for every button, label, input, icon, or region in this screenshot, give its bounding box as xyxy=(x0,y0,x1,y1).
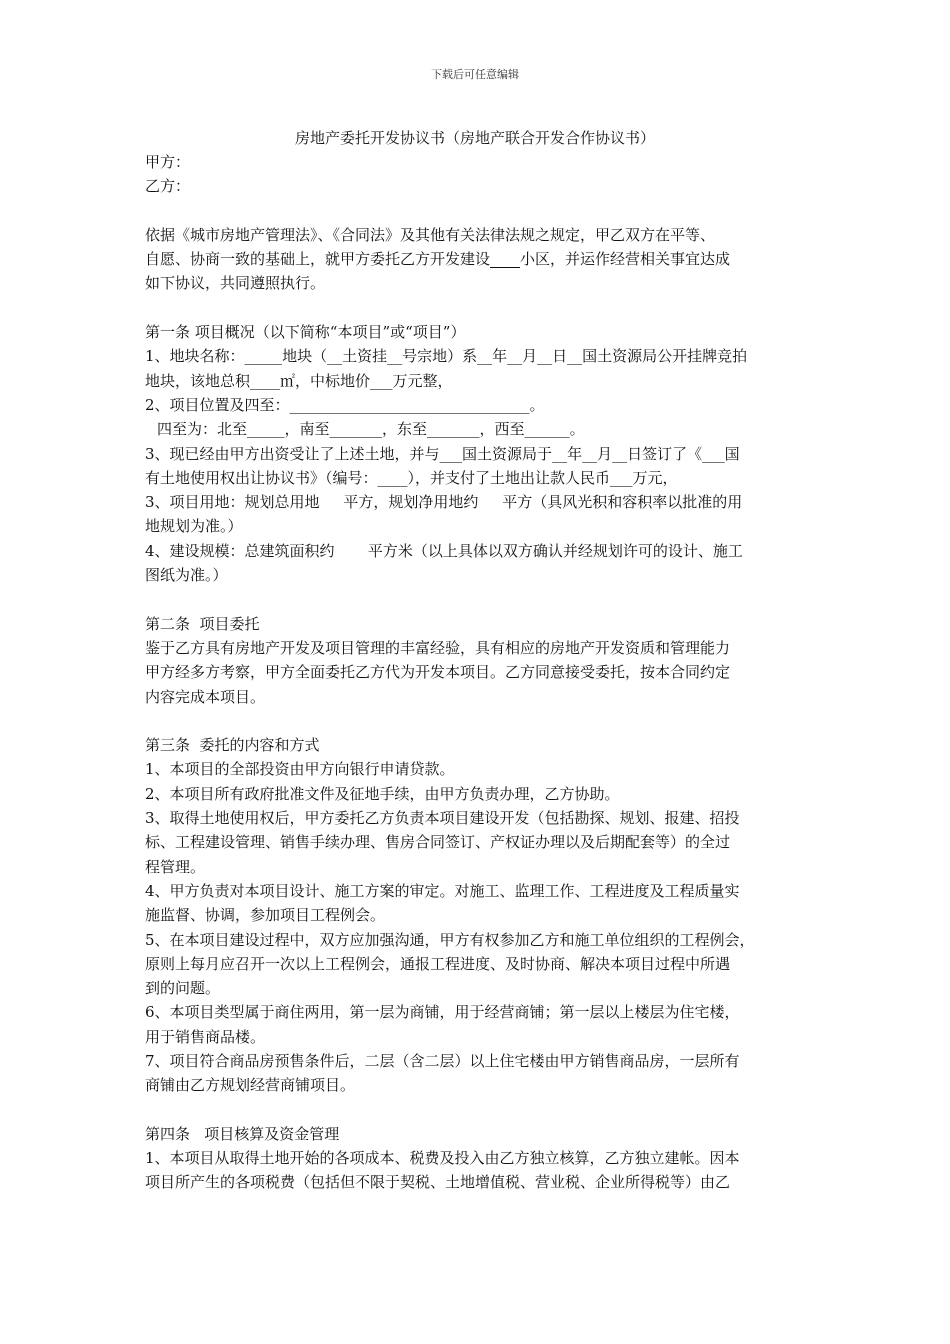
article-3-line: 到的问题。 xyxy=(145,979,221,998)
article-3-line: 6、本项目类型属于商住两用，第一层为商铺，用于经营商铺；第一层以上楼层为住宅楼， xyxy=(145,1003,740,1022)
article-1-heading: 第一条 项目概况（以下简称“本项目”或“项目”） xyxy=(145,323,466,342)
article-1-line: 1、地块名称：_____地块（__土资挂__号宗地）系__年__月__日__国土资源局公开挂牌竞拍 xyxy=(145,347,748,366)
header-note: 下载后可任意编辑 xyxy=(431,68,519,81)
article-3-line: 4、甲方负责对本项目设计、施工方案的审定。对施工、监理工作、工程进度及工程质量实 xyxy=(145,881,740,900)
party-b-line: 乙方： xyxy=(145,177,191,196)
article-3-line: 1、本项目的全部投资由甲方向银行申请贷款。 xyxy=(145,760,455,779)
article-1-line: 3、项目用地：规划总用地 平方，规划净用地约 平方（具风光积和容积率以批准的用 xyxy=(145,493,743,512)
article-1-line: 4、建设规模：总建筑面积约 平方米（以上具体以双方确认并经规划许可的设计、施工 xyxy=(145,541,743,560)
article-2-heading: 第二条 项目委托 xyxy=(145,614,260,633)
article-3-line: 7、项目符合商品房预售条件后，二层（含二层）以上住宅楼由甲方销售商品房，一层所有 xyxy=(145,1051,740,1070)
party-a-line: 甲方： xyxy=(145,153,191,171)
article-4-line: 项目所产生的各项税费（包括但不限于契税、土地增值税、营业税、企业所得税等）由乙 xyxy=(145,1173,731,1192)
article-2-line: 内容完成本项目。 xyxy=(145,687,266,706)
article-3-line: 程管理。 xyxy=(145,857,206,876)
article-3-heading: 第三条 委托的内容和方式 xyxy=(145,736,320,755)
article-3-line: 3、取得土地使用权后，甲方委托乙方负责本项目建设开发（包括勘探、规划、报建、招投 xyxy=(145,809,740,828)
article-1-line: 四至为：北至_____，南至_______，东至_______，西至______。 xyxy=(157,420,585,439)
preamble-line: 自愿、协商一致的基础上，就甲方委托乙方开发建设____小区，并运作经营相关事宜达成 xyxy=(145,250,731,269)
article-3-line: 用于销售商品楼。 xyxy=(145,1027,266,1046)
article-1-line: 3、现已经由甲方出资受让了上述土地，并与___国土资源局于__年__月__日签订了《___国 xyxy=(145,444,740,463)
article-1-line: 地块，该地总积____㎡，中标地价___万元整， xyxy=(145,371,453,390)
article-2-line: 甲方经多方考察，甲方全面委托乙方代为开发本项目。乙方同意接受委托，按本合同约定 xyxy=(145,663,731,682)
article-2-line: 鉴于乙方具有房地产开发及项目管理的丰富经验，具有相应的房地产开发资质和管理能力 xyxy=(145,638,731,657)
article-3-line: 施监督、协调，参加项目工程例会。 xyxy=(145,906,386,925)
preamble-line: 如下协议，共同遵照执行。 xyxy=(145,274,326,293)
article-3-line: 5、在本项目建设过程中，双方应加强沟通，甲方有权参加乙方和施工单位组织的工程例会， xyxy=(145,930,755,949)
article-4-heading: 第四条 项目核算及资金管理 xyxy=(145,1124,340,1143)
article-1-line: 2、项目位置及四至：________________________________。 xyxy=(145,395,545,414)
article-3-line: 标、工程建设管理、销售手续办理、售房合同签订、产权证办理以及后期配套等）的全过 xyxy=(145,833,731,852)
article-1-line: 图纸为准。） xyxy=(145,566,228,585)
document-title: 房地产委托开发协议书（房地产联合开发合作协议书） xyxy=(294,129,655,147)
article-1-line: 地规划为准。） xyxy=(145,517,243,536)
article-3-line: 原则上每月应召开一次以上工程例会，通报工程进度、及时协商、解决本项目过程中所遇 xyxy=(145,954,731,973)
article-1-line: 有土地使用权出让协议书》（编号：____），并支付了土地出让款人民币___万元， xyxy=(145,468,678,487)
document-body xyxy=(145,150,810,1195)
article-4-line: 1、本项目从取得土地开始的各项成本、税费及投入由乙方独立核算，乙方独立建帐。因本 xyxy=(145,1149,740,1168)
article-3-line: 2、本项目所有政府批准文件及征地手续，由甲方负责办理，乙方协助。 xyxy=(145,784,620,803)
article-3-line: 商铺由乙方规划经营商铺项目。 xyxy=(145,1076,356,1095)
preamble-line: 依据《城市房地产管理法》、《合同法》及其他有关法律法规之规定，甲乙双方在平等、 xyxy=(145,225,716,244)
